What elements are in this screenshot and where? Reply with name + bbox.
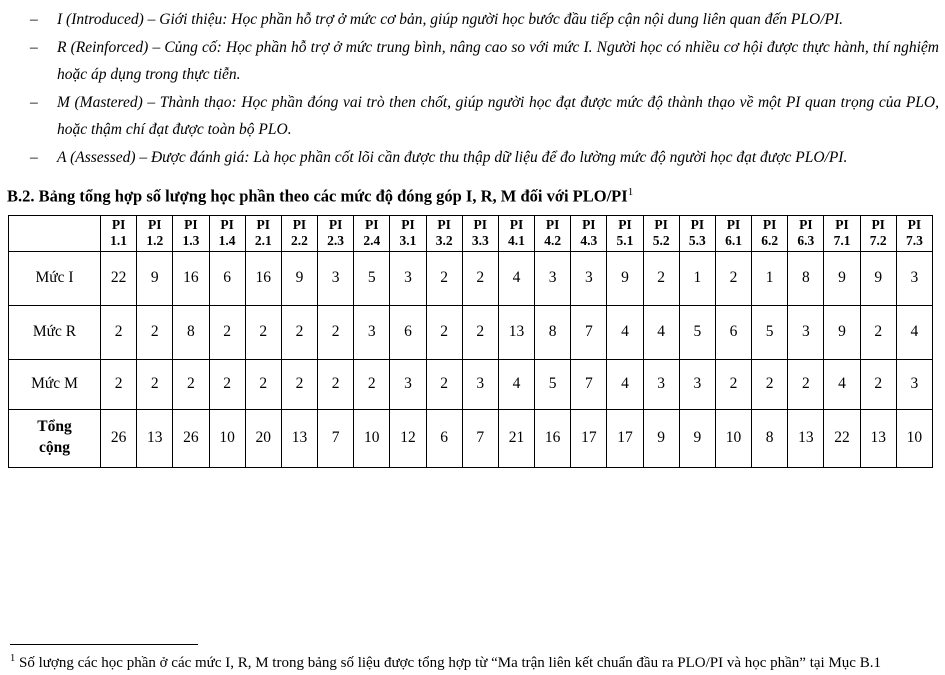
table-cell: 12 <box>390 409 426 467</box>
heading-footnote-ref: 1 <box>627 185 634 198</box>
col-header-top: PI <box>762 217 777 233</box>
col-header-top: PI <box>618 217 632 233</box>
col-header-4.3 <box>571 215 607 251</box>
section-heading-text: B.2. Bảng tổng hợp số lượng học phần theo các mức độ đóng góp I, R, M đối với PLO/PI <box>7 186 628 206</box>
footnote-text <box>10 652 940 673</box>
col-header-top: PI <box>907 217 922 233</box>
table-cell: 8 <box>788 251 824 305</box>
col-header-7.3 <box>896 215 932 251</box>
table-cell: 2 <box>715 359 751 409</box>
table-cell: 5 <box>679 305 715 359</box>
table-cell: 21 <box>498 409 534 467</box>
table-cell: 3 <box>535 251 571 305</box>
row-label: Mức I <box>9 251 101 305</box>
list-item-reinforced <box>0 34 939 89</box>
col-header-sub: 4.3 <box>580 233 598 249</box>
col-header-sub: 7.2 <box>869 233 887 249</box>
list-item-text: M (Mastered) – Thành thạo: Học phần đóng vai trò then chốt, giúp người học đạt được mức độ thành thạo về một PI quan trọng của PLO, hoặc thậm chí đạt được toàn bộ PLO. <box>57 93 939 139</box>
col-header-5.3 <box>679 215 715 251</box>
table-cell: 26 <box>101 409 137 467</box>
table-cell: 3 <box>318 251 354 305</box>
table-cell: 1 <box>679 251 715 305</box>
col-header-7.2 <box>860 215 896 251</box>
col-header-sub: 2.3 <box>327 233 345 249</box>
col-header-5.2 <box>643 215 679 251</box>
table-cell: 3 <box>788 305 824 359</box>
col-header-top: PI <box>835 217 849 233</box>
col-header-sub: 5.2 <box>652 233 670 249</box>
table-cell: 3 <box>354 305 390 359</box>
col-header-top: PI <box>220 217 234 233</box>
col-header-sub: 6.3 <box>797 233 815 249</box>
table-row <box>9 409 933 467</box>
table-cell: 2 <box>281 305 317 359</box>
table-cell: 7 <box>571 359 607 409</box>
table-cell: 2 <box>462 305 498 359</box>
col-header-sub: 2.4 <box>363 233 381 249</box>
table-cell: 6 <box>426 409 462 467</box>
table-cell: 13 <box>860 409 896 467</box>
table-cell: 8 <box>535 305 571 359</box>
table-cell: 17 <box>607 409 643 467</box>
footnote <box>10 644 940 673</box>
table-cell: 2 <box>137 359 173 409</box>
table-row <box>9 251 933 305</box>
table-row <box>9 359 933 409</box>
table-cell: 13 <box>498 305 534 359</box>
col-header-sub: 4.1 <box>508 233 525 249</box>
table-cell: 9 <box>281 251 317 305</box>
table-cell: 6 <box>209 251 245 305</box>
table-cell: 13 <box>281 409 317 467</box>
col-header-top: PI <box>328 217 343 233</box>
table-cell: 7 <box>571 305 607 359</box>
table-cell: 7 <box>318 409 354 467</box>
table-cell: 2 <box>209 305 245 359</box>
list-item-text: I (Introduced) – Giới thiệu: Học phần hỗ trợ ở mức cơ bản, giúp người học bước đầu tiếp cận nội dung liên quan đến PLO/PI. <box>57 11 844 28</box>
col-header-top: PI <box>256 217 271 233</box>
col-header-top: PI <box>871 217 885 233</box>
col-header-2.2 <box>281 215 317 251</box>
table-cell: 3 <box>571 251 607 305</box>
table-cell: 9 <box>679 409 715 467</box>
table-cell: 8 <box>752 409 788 467</box>
col-header-6.3 <box>788 215 824 251</box>
table-row <box>9 305 933 359</box>
table-cell: 2 <box>318 359 354 409</box>
col-header-top: PI <box>437 217 451 233</box>
col-header-2.1 <box>245 215 281 251</box>
table-cell: 3 <box>679 359 715 409</box>
table-cell: 2 <box>209 359 245 409</box>
summary-table <box>8 215 933 468</box>
table-cell: 22 <box>824 409 860 467</box>
table-cell: 6 <box>715 305 751 359</box>
table-cell: 2 <box>426 305 462 359</box>
col-header-4.1 <box>498 215 534 251</box>
table-cell: 10 <box>209 409 245 467</box>
table-header-row <box>9 215 933 251</box>
list-item-introduced <box>0 6 939 34</box>
table-cell: 8 <box>173 305 209 359</box>
list-item-assessed <box>0 144 939 172</box>
col-header-top: PI <box>509 217 524 233</box>
table-cell: 4 <box>607 305 643 359</box>
table-cell: 2 <box>101 305 137 359</box>
table-cell: 2 <box>643 251 679 305</box>
table-cell: 2 <box>281 359 317 409</box>
col-header-sub: 7.3 <box>905 233 923 249</box>
col-header-top: PI <box>726 217 741 233</box>
table-cell: 9 <box>643 409 679 467</box>
list-dash: – <box>30 11 38 28</box>
list-item-text: R (Reinforced) – Củng cố: Học phần hỗ trợ ở mức trung bình, nâng cao so với mức I. Người học có nhiều cơ hội được thực hành, thí nghiệm hoặc áp dụng trong thực tiễn. <box>57 38 939 84</box>
col-header-sub: 6.2 <box>761 233 779 249</box>
section-heading <box>7 186 940 206</box>
table-cell: 13 <box>788 409 824 467</box>
table-cell: 2 <box>715 251 751 305</box>
table-cell: 2 <box>788 359 824 409</box>
table-cell: 26 <box>173 409 209 467</box>
col-header-top: PI <box>473 217 488 233</box>
col-header-4.2 <box>535 215 571 251</box>
definitions-list <box>0 6 939 172</box>
footnote-separator <box>10 644 198 645</box>
list-dash: – <box>30 148 38 166</box>
table-cell: 2 <box>860 359 896 409</box>
list-item-mastered <box>0 89 939 144</box>
table-cell: 3 <box>390 359 426 409</box>
col-header-sub: 5.1 <box>616 233 634 249</box>
table-cell: 5 <box>354 251 390 305</box>
table-cell: 3 <box>643 359 679 409</box>
table-cell: 2 <box>137 305 173 359</box>
table-cell: 16 <box>173 251 209 305</box>
col-header-sub: 5.3 <box>688 233 706 249</box>
table-cell: 3 <box>896 251 932 305</box>
table-cell: 2 <box>354 359 390 409</box>
table-cell: 17 <box>571 409 607 467</box>
table-cell: 4 <box>643 305 679 359</box>
col-header-sub: 2.2 <box>291 233 308 249</box>
col-header-1.1 <box>101 215 137 251</box>
col-header-5.1 <box>607 215 643 251</box>
row-label: Tổng cộng <box>9 409 101 467</box>
col-header-sub: 1.2 <box>146 233 164 249</box>
table-cell: 2 <box>245 305 281 359</box>
table-cell: 2 <box>173 359 209 409</box>
table-cell: 10 <box>715 409 751 467</box>
row-label: Mức R <box>9 305 101 359</box>
table-cell: 1 <box>752 251 788 305</box>
table-cell: 9 <box>860 251 896 305</box>
table-cell: 10 <box>896 409 932 467</box>
table-cell: 4 <box>824 359 860 409</box>
col-header-1.3 <box>173 215 209 251</box>
table-cell: 3 <box>390 251 426 305</box>
col-header-sub: 1.4 <box>218 233 236 249</box>
table-cell: 2 <box>426 251 462 305</box>
col-header-6.1 <box>715 215 751 251</box>
table-cell: 4 <box>607 359 643 409</box>
table-cell: 2 <box>318 305 354 359</box>
table-cell: 16 <box>535 409 571 467</box>
table-cell: 10 <box>354 409 390 467</box>
table-cell: 20 <box>245 409 281 467</box>
col-header-7.1 <box>824 215 860 251</box>
col-header-top: PI <box>184 217 198 233</box>
col-header-sub: 6.1 <box>725 233 742 249</box>
footnote-body: Số lượng các học phần ở các mức I, R, M trong bảng số liệu được tổng hợp từ “Ma trận liên kết chuẩn đầu ra PLO/PI và học phần” tại Mục B.1 <box>19 654 881 671</box>
table-cell: 9 <box>824 305 860 359</box>
table-cell: 22 <box>101 251 137 305</box>
col-header-sub: 3.2 <box>435 233 453 249</box>
footnote-ref: 1 <box>10 652 16 664</box>
col-header-sub: 2.1 <box>254 233 272 249</box>
table-cell: 13 <box>137 409 173 467</box>
table-cell: 4 <box>896 305 932 359</box>
col-header-1.4 <box>209 215 245 251</box>
table-cell: 2 <box>860 305 896 359</box>
col-header-6.2 <box>752 215 788 251</box>
col-header-top: PI <box>148 217 162 233</box>
corner-cell <box>9 215 101 251</box>
table-cell: 9 <box>824 251 860 305</box>
table-cell: 16 <box>245 251 281 305</box>
table-cell: 2 <box>245 359 281 409</box>
col-header-2.4 <box>354 215 390 251</box>
col-header-top: PI <box>690 217 705 233</box>
table-cell: 7 <box>462 409 498 467</box>
table-cell: 2 <box>101 359 137 409</box>
col-header-sub: 7.1 <box>833 233 851 249</box>
row-label: Mức M <box>9 359 101 409</box>
col-header-top: PI <box>292 217 307 233</box>
col-header-sub: 1.3 <box>182 233 200 249</box>
table-cell: 6 <box>390 305 426 359</box>
table-cell: 2 <box>462 251 498 305</box>
col-header-top: PI <box>799 217 813 233</box>
list-dash: – <box>30 38 38 56</box>
table-cell: 4 <box>498 251 534 305</box>
col-header-top: PI <box>401 217 415 233</box>
col-header-3.2 <box>426 215 462 251</box>
col-header-3.3 <box>462 215 498 251</box>
list-item-text: A (Assessed) – Được đánh giá: Là học phần cốt lõi cần được thu thập dữ liệu để đo lường mức độ người học đạt được PLO/PI. <box>57 148 848 166</box>
table-cell: 3 <box>896 359 932 409</box>
list-dash: – <box>30 93 38 111</box>
col-header-top: PI <box>111 217 126 233</box>
table-cell: 4 <box>498 359 534 409</box>
col-header-top: PI <box>545 217 560 233</box>
table-cell: 5 <box>535 359 571 409</box>
col-header-sub: 3.3 <box>471 233 489 249</box>
table-cell: 2 <box>426 359 462 409</box>
col-header-top: PI <box>365 217 379 233</box>
col-header-3.1 <box>390 215 426 251</box>
col-header-top: PI <box>654 217 668 233</box>
col-header-sub: 4.2 <box>544 233 562 249</box>
table-cell: 5 <box>752 305 788 359</box>
table-cell: 3 <box>462 359 498 409</box>
col-header-1.2 <box>137 215 173 251</box>
col-header-sub: 1.1 <box>110 233 128 249</box>
col-header-2.3 <box>318 215 354 251</box>
table-cell: 2 <box>752 359 788 409</box>
col-header-top: PI <box>582 217 596 233</box>
table-cell: 9 <box>137 251 173 305</box>
table-cell: 9 <box>607 251 643 305</box>
col-header-sub: 3.1 <box>399 233 417 249</box>
